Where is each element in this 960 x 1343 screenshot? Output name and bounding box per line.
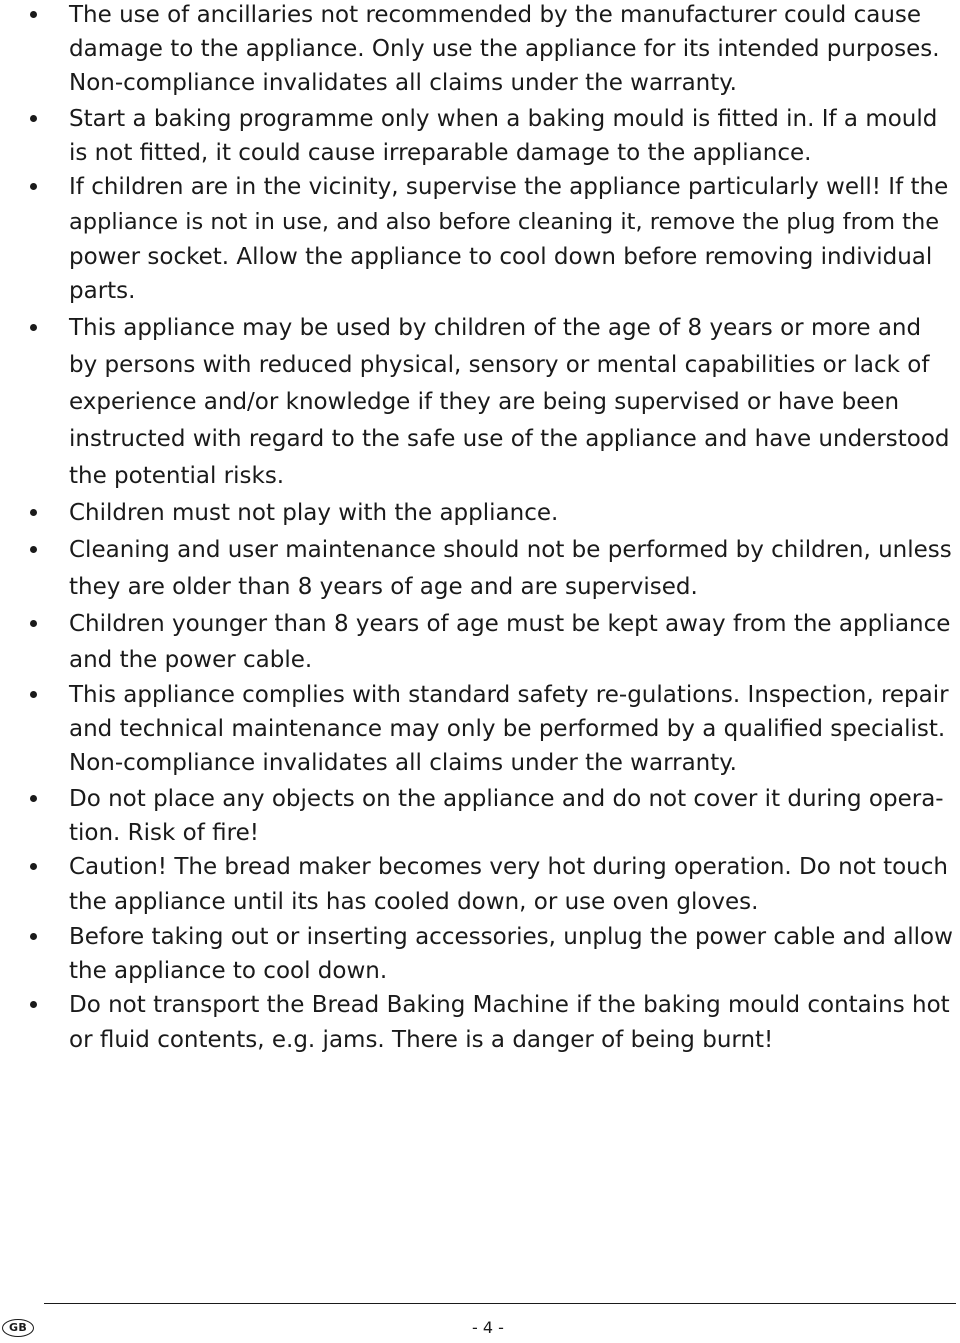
bullet <box>30 546 37 553</box>
text-line: and the power cable. <box>69 647 313 673</box>
text-line: Before taking out or inserting accessories, unplug the power cable and allow <box>69 924 953 950</box>
text-line: Children must not play with the appliance. <box>69 500 559 526</box>
text-line: damage to the appliance. Only use the appliance for its intended purposes. <box>69 36 940 62</box>
text-line: by persons with reduced physical, sensory or mental capabilities or lack of <box>69 352 930 378</box>
text-line: Children younger than 8 years of age must be kept away from the appliance <box>69 611 951 637</box>
bullet <box>30 691 37 698</box>
text-line: Non-compliance invalidates all claims under the warranty. <box>69 750 737 776</box>
text-line: This appliance complies with standard safety re-gulations. Inspection, repair <box>69 682 949 708</box>
text-line: This appliance may be used by children of the age of 8 years or more and <box>69 315 922 341</box>
text-line: parts. <box>69 278 136 304</box>
bullet <box>30 324 37 331</box>
text-line: or fluid contents, e.g. jams. There is a danger of being burnt! <box>69 1027 774 1053</box>
bullet <box>30 509 37 516</box>
text-line: Non-compliance invalidates all claims under the warranty. <box>69 70 737 96</box>
text-line: Caution! The bread maker becomes very hot during operation. Do not touch <box>69 854 948 880</box>
text-line: the appliance until its has cooled down, or use oven gloves. <box>69 889 759 915</box>
text-line: Do not transport the Bread Baking Machine if the baking mould contains hot <box>69 992 950 1018</box>
text-line: tion. Risk of fire! <box>69 820 259 846</box>
bullet <box>30 795 37 802</box>
text-line: they are older than 8 years of age and are supervised. <box>69 574 698 600</box>
text-line: The use of ancillaries not recommended by the manufacturer could cause <box>69 2 922 28</box>
country-code-badge: GB <box>2 1319 34 1337</box>
text-line: appliance is not in use, and also before cleaning it, remove the plug from the <box>69 209 940 235</box>
bullet <box>30 115 37 122</box>
text-line: the appliance to cool down. <box>69 958 388 984</box>
bullet <box>30 620 37 627</box>
footer-divider <box>44 1303 956 1304</box>
text-line: Start a baking programme only when a baking mould is fitted in. If a mould <box>69 106 938 132</box>
text-line: is not fitted, it could cause irreparable damage to the appliance. <box>69 140 812 166</box>
bullet <box>30 183 37 190</box>
page-number: - 4 - <box>472 1318 504 1337</box>
bullet <box>30 933 37 940</box>
text-line: If children are in the vicinity, supervise the appliance particularly well! If the <box>69 174 949 200</box>
text-line: Do not place any objects on the appliance and do not cover it during opera- <box>69 786 944 812</box>
text-line: power socket. Allow the appliance to cool down before removing individual <box>69 244 933 270</box>
bullet <box>30 1001 37 1008</box>
bullet <box>30 11 37 18</box>
text-line: experience and/or knowledge if they are being supervised or have been <box>69 389 900 415</box>
bullet <box>30 863 37 870</box>
text-line: and technical maintenance may only be performed by a qualified specialist. <box>69 716 946 742</box>
text-line: instructed with regard to the safe use of the appliance and have understood <box>69 426 950 452</box>
text-line: the potential risks. <box>69 463 285 489</box>
text-line: Cleaning and user maintenance should not be performed by children, unless <box>69 537 952 563</box>
